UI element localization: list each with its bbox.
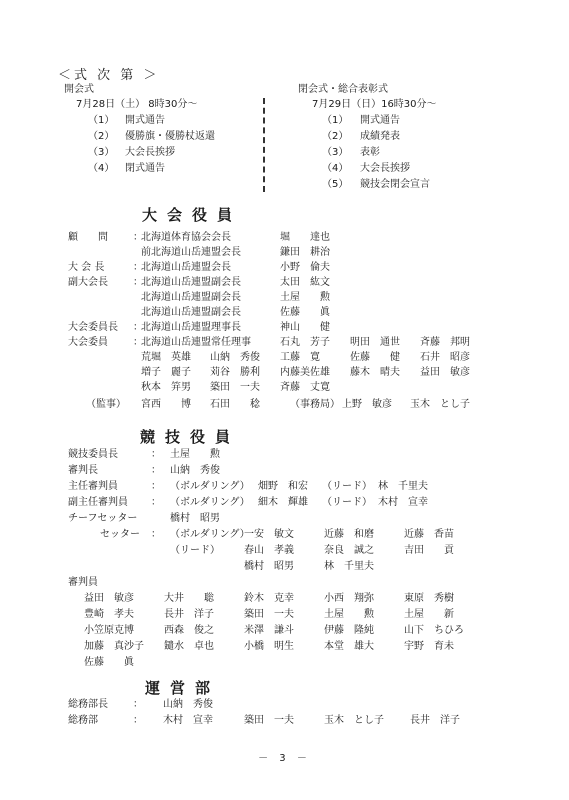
role-label: チーフセッター bbox=[68, 513, 138, 524]
colon: ： bbox=[133, 337, 143, 348]
secretariat-name: 玉木 とし子 bbox=[410, 399, 470, 410]
committee-member: 内藤美佐雄 bbox=[280, 367, 330, 378]
judge-name: 小西 翔弥 bbox=[324, 593, 374, 604]
org-title: 前北海道山岳連盟会長 bbox=[141, 247, 241, 258]
discipline-label: （ボルダリング） bbox=[170, 481, 250, 492]
role-label: 顧 問 bbox=[68, 232, 108, 243]
opening-heading: 開会式 bbox=[64, 84, 94, 95]
closing-heading: 閉会式・総合表彰式 bbox=[298, 84, 388, 95]
role-label: 主任審判員 bbox=[68, 481, 118, 492]
colon: ： bbox=[133, 322, 143, 333]
judge-name: 小橋 明生 bbox=[244, 641, 294, 652]
person-name: 木村 宣幸 bbox=[378, 497, 428, 508]
person-name: 玉木 とし子 bbox=[324, 715, 384, 726]
role-label: 総務部長 bbox=[68, 699, 108, 710]
person-name: 築田 一夫 bbox=[244, 715, 294, 726]
ceremony-divider bbox=[263, 98, 265, 192]
kyogi-title: 競技役員 bbox=[140, 428, 241, 446]
opening-item-text: 閉式通告 bbox=[125, 163, 165, 174]
judge-name: 西森 俊之 bbox=[164, 625, 214, 636]
opening-item-num: （3） bbox=[88, 147, 115, 158]
committee-member: 山納 秀俊 bbox=[210, 352, 260, 363]
committee-member: 藤木 晴夫 bbox=[350, 367, 400, 378]
person-name: 近藤 和磨 bbox=[324, 529, 374, 540]
auditor-label: （監事） bbox=[86, 399, 126, 410]
colon: ： bbox=[133, 262, 143, 273]
person-name: 太田 紘文 bbox=[280, 277, 330, 288]
committee-member: 築田 一夫 bbox=[210, 382, 260, 393]
judge-name: 豊崎 孝夫 bbox=[84, 609, 134, 620]
role-label: 審判長 bbox=[68, 465, 98, 476]
person-name: 春山 孝義 bbox=[244, 545, 294, 556]
person-name: 土屋 勲 bbox=[170, 449, 220, 460]
org-title: 北海道山岳連盟常任理事 bbox=[141, 337, 251, 348]
role-label: セッター bbox=[100, 529, 140, 540]
role-label: 副大会長 bbox=[68, 277, 108, 288]
judge-name: 土屋 新 bbox=[404, 609, 454, 620]
role-label: 大 会 長 bbox=[68, 262, 105, 273]
opening-item-text: 大会長挨拶 bbox=[125, 147, 175, 158]
colon: ： bbox=[151, 497, 161, 508]
committee-member: 佐藤 健 bbox=[350, 352, 400, 363]
person-name: 山納 秀俊 bbox=[163, 699, 213, 710]
committee-member: 石丸 芳子 bbox=[280, 337, 330, 348]
person-name: 神山 健 bbox=[280, 322, 330, 333]
closing-item-text: 開式通告 bbox=[360, 115, 400, 126]
person-name: 長井 洋子 bbox=[410, 715, 460, 726]
person-name: 小野 倫夫 bbox=[280, 262, 330, 273]
judge-name: 土屋 勲 bbox=[324, 609, 374, 620]
judge-name: 伊藤 隆純 bbox=[324, 625, 374, 636]
org-title: 北海道山岳連盟会長 bbox=[141, 262, 231, 273]
closing-item-text: 成績発表 bbox=[360, 131, 400, 142]
person-name: 畑野 和宏 bbox=[258, 481, 308, 492]
closing-item-text: 大会長挨拶 bbox=[360, 163, 410, 174]
secretariat-label: （事務局） bbox=[290, 399, 340, 410]
person-name: 土屋 勲 bbox=[280, 292, 330, 303]
colon: ： bbox=[133, 699, 143, 710]
colon: ： bbox=[133, 277, 143, 288]
judge-name: 大井 聡 bbox=[164, 593, 214, 604]
person-name: 奈良 誠之 bbox=[324, 545, 374, 556]
person-name: 林 千里夫 bbox=[324, 561, 374, 572]
person-name: 一安 敏文 bbox=[244, 529, 294, 540]
judge-name: 築田 一夫 bbox=[244, 609, 294, 620]
committee-member: 苅谷 勝利 bbox=[210, 367, 260, 378]
auditor-name: 宮西 博 bbox=[141, 399, 191, 410]
person-name: 橋村 昭男 bbox=[244, 561, 294, 572]
discipline-label: （リード） bbox=[322, 481, 372, 492]
unei-title: 運営部 bbox=[145, 679, 221, 697]
colon: ： bbox=[133, 232, 143, 243]
opening-item-text: 開式通告 bbox=[125, 115, 165, 126]
committee-member: 石井 昭彦 bbox=[420, 352, 470, 363]
committee-member: 増子 麗子 bbox=[141, 367, 191, 378]
closing-item-text: 競技会閉会宣言 bbox=[360, 179, 430, 190]
role-label: 競技委員長 bbox=[68, 449, 118, 460]
closing-item-num: （3） bbox=[322, 147, 349, 158]
closing-item-num: （4） bbox=[322, 163, 349, 174]
person-name: 細木 輝雄 bbox=[258, 497, 308, 508]
judge-name: 山下 ちひろ bbox=[404, 625, 464, 636]
closing-datetime: 7月29日（日）16時30分～ bbox=[312, 99, 437, 110]
judge-name: 本堂 雄大 bbox=[324, 641, 374, 652]
role-label: 大会委員長 bbox=[68, 322, 118, 333]
colon: ： bbox=[133, 715, 143, 726]
org-title: 北海道山岳連盟副会長 bbox=[141, 307, 241, 318]
judge-name: 益田 敏彦 bbox=[84, 593, 134, 604]
colon: ： bbox=[151, 449, 161, 460]
person-name: 林 千里夫 bbox=[378, 481, 428, 492]
role-label: 副主任審判員 bbox=[68, 497, 128, 508]
committee-member: 益田 敏彦 bbox=[420, 367, 470, 378]
role-label: 総務部 bbox=[68, 715, 98, 726]
discipline-label: （リード） bbox=[322, 497, 372, 508]
person-name: 近藤 香苗 bbox=[404, 529, 454, 540]
org-title: 北海道山岳連盟副会長 bbox=[141, 277, 241, 288]
auditor-name: 石田 稔 bbox=[210, 399, 260, 410]
person-name: 堀 達也 bbox=[280, 232, 330, 243]
committee-member: 秋本 笄男 bbox=[141, 382, 191, 393]
role-label: 大会委員 bbox=[68, 337, 108, 348]
closing-item-num: （1） bbox=[322, 115, 349, 126]
judge-name: 鑓水 卓也 bbox=[164, 641, 214, 652]
opening-item-num: （2） bbox=[88, 131, 115, 142]
page-number: － 3 － bbox=[258, 753, 311, 764]
closing-item-num: （2） bbox=[322, 131, 349, 142]
opening-datetime: 7月28日（土） 8時30分～ bbox=[76, 99, 198, 110]
committee-member: 荒堀 英雄 bbox=[141, 352, 191, 363]
judge-name: 長井 洋子 bbox=[164, 609, 214, 620]
committee-member: 工藤 寛 bbox=[280, 352, 320, 363]
person-name: 佐藤 眞 bbox=[280, 307, 330, 318]
judge-name: 東原 秀樹 bbox=[404, 593, 454, 604]
opening-item-num: （1） bbox=[88, 115, 115, 126]
opening-item-num: （4） bbox=[88, 163, 115, 174]
committee-member: 斉藤 丈寛 bbox=[280, 382, 330, 393]
role-label: 審判員 bbox=[68, 577, 98, 588]
closing-item-text: 表彰 bbox=[360, 147, 380, 158]
person-name: 吉田 貢 bbox=[404, 545, 454, 556]
colon: ： bbox=[151, 481, 161, 492]
colon: ： bbox=[151, 465, 161, 476]
discipline-label: （ボルダリング） bbox=[170, 529, 250, 540]
taikai-title: 大会役員 bbox=[142, 206, 243, 224]
judge-name: 佐藤 眞 bbox=[84, 657, 134, 668]
org-title: 北海道山岳連盟副会長 bbox=[141, 292, 241, 303]
discipline-label: （リード） bbox=[170, 545, 220, 556]
person-name: 橋村 昭男 bbox=[170, 513, 220, 524]
org-title: 北海道体育協会会長 bbox=[141, 232, 231, 243]
judge-name: 鈴木 克幸 bbox=[244, 593, 294, 604]
ceremony-title: ＜式 次 第 ＞ bbox=[58, 68, 160, 83]
person-name: 木村 宣幸 bbox=[163, 715, 213, 726]
judge-name: 加藤 真沙子 bbox=[84, 641, 144, 652]
discipline-label: （ボルダリング） bbox=[170, 497, 250, 508]
person-name: 鎌田 耕治 bbox=[280, 247, 330, 258]
secretariat-name: 上野 敏彦 bbox=[342, 399, 392, 410]
colon: ： bbox=[151, 529, 161, 540]
opening-item-text: 優勝旗・優勝杖返還 bbox=[125, 131, 215, 142]
org-title: 北海道山岳連盟理事長 bbox=[141, 322, 241, 333]
judge-name: 宇野 育未 bbox=[404, 641, 454, 652]
judge-name: 小笠原克博 bbox=[84, 625, 134, 636]
committee-member: 明田 通世 bbox=[350, 337, 400, 348]
closing-item-num: （5） bbox=[322, 179, 349, 190]
judge-name: 米澤 謙斗 bbox=[244, 625, 294, 636]
committee-member: 斉藤 邦明 bbox=[420, 337, 470, 348]
person-name: 山納 秀俊 bbox=[170, 465, 220, 476]
